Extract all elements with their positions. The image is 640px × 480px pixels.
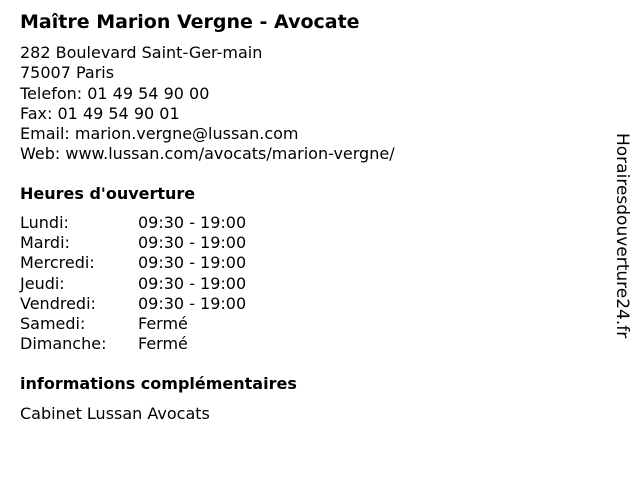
day-label: Mercredi: [20, 253, 95, 273]
hours-value: Fermé [138, 334, 188, 354]
hours-row-friday [20, 294, 246, 314]
address-street: 282 Boulevard Saint-Ger-main [20, 43, 263, 62]
day-label: Mardi: [20, 233, 70, 253]
watermark-text: Horairesdouverture24.fr [612, 133, 632, 339]
hours-row-monday [20, 213, 246, 233]
day-label: Jeudi: [20, 273, 65, 293]
address-city: 75007 Paris [20, 63, 115, 83]
email-line: Email: marion.vergne@lussan.com [20, 124, 299, 144]
hours-value: 09:30 - 19:00 [138, 273, 247, 293]
hours-row-wednesday [20, 253, 246, 273]
opening-hours-heading: Heures d'ouverture [20, 184, 196, 203]
additional-info-text: Cabinet Lussan Avocats [20, 404, 210, 423]
day-label: Vendredi: [20, 293, 96, 313]
hours-value: 09:30 - 19:00 [138, 293, 247, 313]
site-watermark [611, 133, 635, 373]
day-label: Lundi: [20, 213, 69, 232]
hours-row-thursday [20, 274, 246, 294]
web-line: Web: www.lussan.com/avocats/marion-vergne/ [20, 144, 395, 164]
hours-value: 09:30 - 19:00 [138, 253, 247, 273]
hours-value: 09:30 - 19:00 [138, 213, 247, 232]
hours-row-saturday [20, 314, 246, 334]
contact-block [20, 43, 395, 165]
hours-row-tuesday [20, 233, 246, 253]
page-title: Maître Marion Vergne - Avocate [20, 11, 360, 33]
hours-row-sunday [20, 334, 246, 354]
phone-line: Telefon: 01 49 54 90 00 [20, 83, 210, 103]
day-label: Dimanche: [20, 334, 107, 354]
day-label: Samedi: [20, 314, 86, 334]
hours-value: 09:30 - 19:00 [138, 233, 247, 253]
hours-value: Fermé [138, 314, 188, 334]
opening-hours-table [20, 213, 246, 354]
fax-line: Fax: 01 49 54 90 01 [20, 103, 180, 123]
additional-info-heading: informations complémentaires [20, 374, 297, 393]
